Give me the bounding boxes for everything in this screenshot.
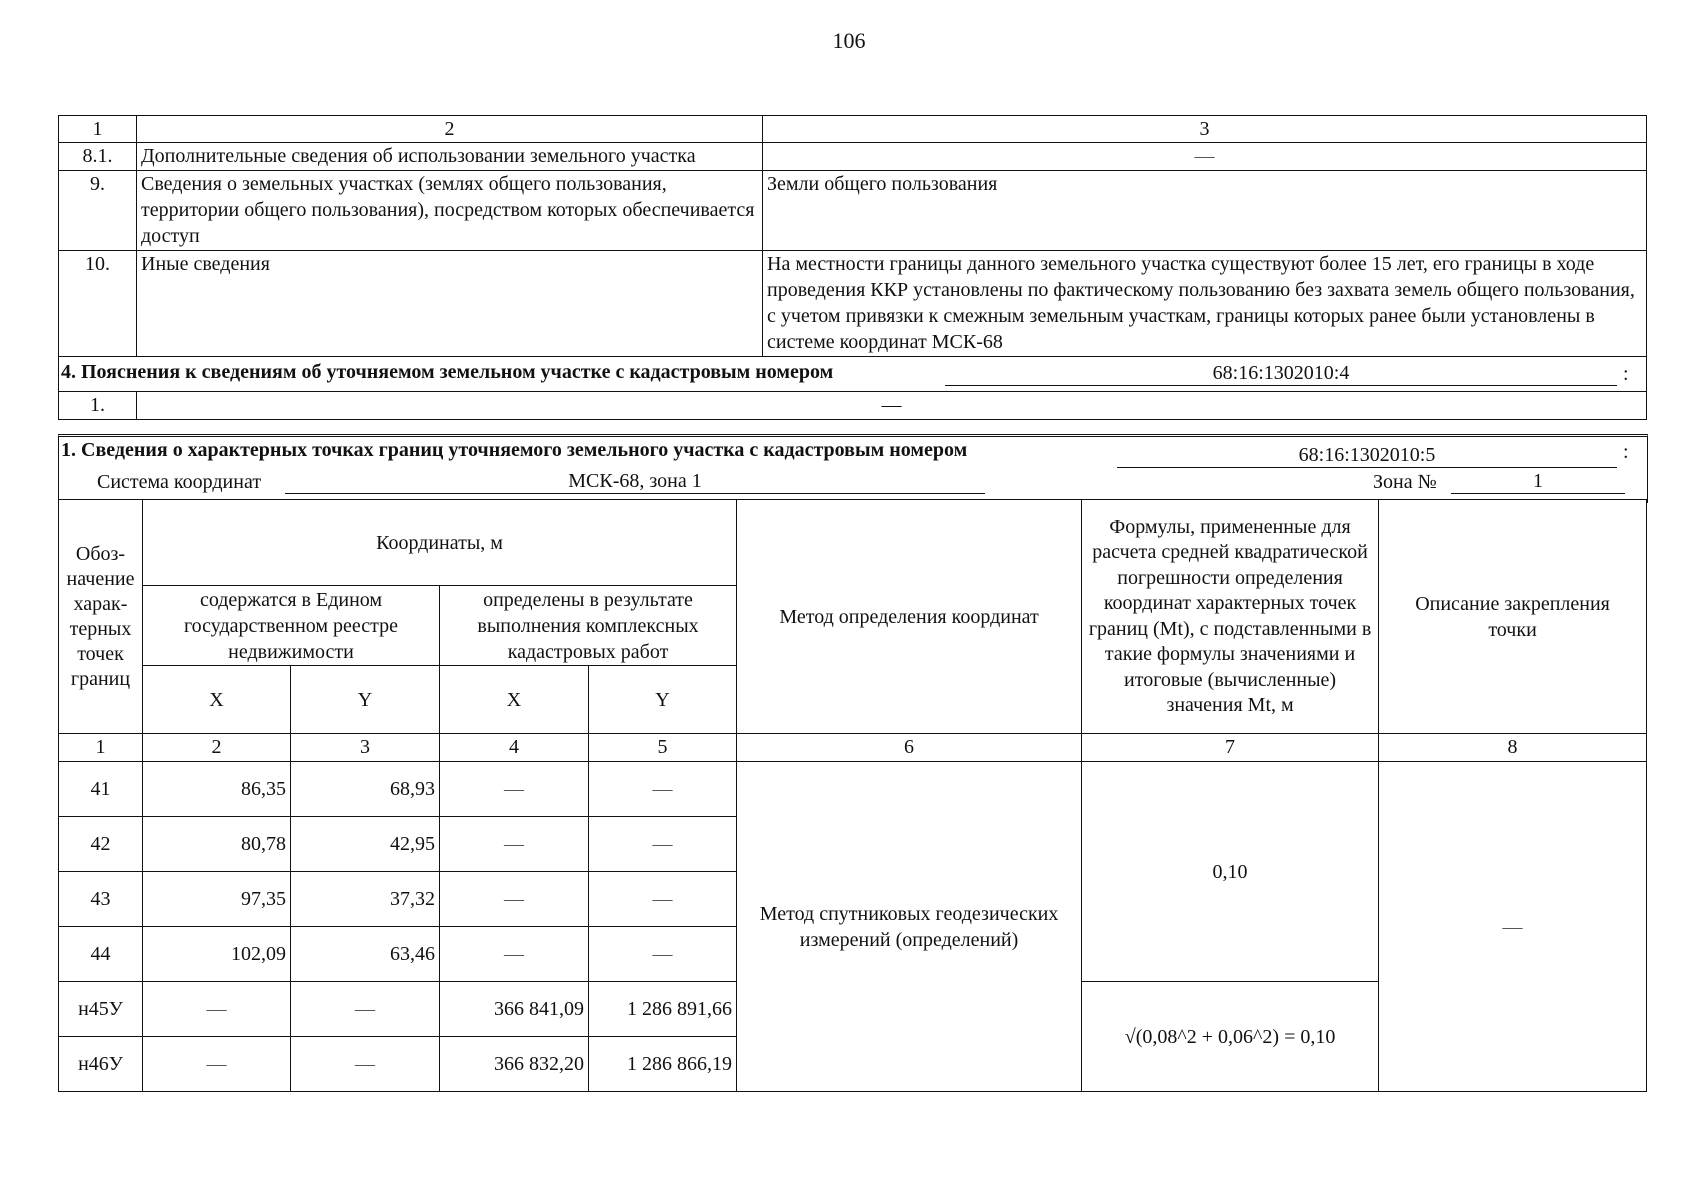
col-number: 6 [737, 734, 1082, 762]
section1-colon: : [1623, 441, 1629, 463]
egrn-y: 63,46 [291, 927, 440, 982]
row-number: 8.1. [59, 143, 137, 171]
header-method: Метод определения координат [737, 500, 1082, 734]
header-point-designation: Обоз-начение харак-терных точек границ [59, 500, 143, 734]
table-row [59, 762, 1647, 817]
header-egrn: содержатся в Едином государственном реестре недвижимости [143, 586, 440, 666]
parcel-info-table [58, 115, 1647, 420]
kkr-y: — [589, 817, 737, 872]
section1-title: 1. Сведения о характерных точках границ уточняемого земельного участка с кадастровым номером [61, 439, 968, 461]
col-header: 1 [59, 116, 137, 143]
row-number: 9. [59, 171, 137, 251]
section1-cadastral-number: 68:16:1302010:5 [1117, 443, 1617, 468]
kkr-y: — [589, 762, 737, 817]
header-coordinates: Координаты, м [143, 500, 737, 586]
section4-cadastral-number: 68:16:1302010:4 [945, 361, 1617, 386]
coord-system-label: Система координат [97, 471, 262, 493]
point-id: 43 [59, 872, 143, 927]
kkr-x: — [440, 872, 589, 927]
col-header: 3 [763, 116, 1647, 143]
egrn-y: — [291, 982, 440, 1037]
header-description: Описание закрепления точки [1379, 500, 1647, 734]
row-label: Иные сведения [137, 251, 763, 357]
kkr-y: — [589, 927, 737, 982]
kkr-y: — [589, 872, 737, 927]
egrn-y: 42,95 [291, 817, 440, 872]
table-row [59, 143, 1647, 171]
row-number: 10. [59, 251, 137, 357]
kkr-x: 366 841,09 [440, 982, 589, 1037]
section4-row [59, 357, 1647, 392]
boundary-points-table [58, 499, 1647, 1092]
col-number: 1 [59, 734, 143, 762]
point-id: 42 [59, 817, 143, 872]
egrn-x: 97,35 [143, 872, 291, 927]
point-id: н45У [59, 982, 143, 1037]
mt-value: 0,10 [1082, 762, 1379, 982]
kkr-x: — [440, 927, 589, 982]
page-number: 106 [832, 28, 866, 53]
col-number: 4 [440, 734, 589, 762]
kkr-x: — [440, 762, 589, 817]
section4-title: 4. Пояснения к сведениям об уточняемом земельном участке с кадастровым номером [61, 361, 834, 383]
kkr-x: — [440, 817, 589, 872]
point-id: 41 [59, 762, 143, 817]
row-number: 1. [59, 392, 137, 420]
egrn-x: 102,09 [143, 927, 291, 982]
row-label: Дополнительные сведения об использовании земельного участка [137, 143, 763, 171]
table-row [59, 251, 1647, 357]
point-id: н46У [59, 1037, 143, 1092]
table-row [59, 171, 1647, 251]
point-id: 44 [59, 927, 143, 982]
row-value: — [137, 392, 1647, 420]
header-x: X [440, 666, 589, 734]
row-value: Земли общего пользования [763, 171, 1647, 251]
mt-formula: √(0,08^2 + 0,06^2) = 0,10 [1082, 982, 1379, 1092]
col-number: 7 [1082, 734, 1379, 762]
header-x: X [143, 666, 291, 734]
column-numbers-row [59, 734, 1647, 762]
header-y: Y [291, 666, 440, 734]
description-value: — [1379, 762, 1647, 1092]
method-value: Метод спутниковых геодезических измерений (определений) [737, 762, 1082, 1092]
egrn-x: 86,35 [143, 762, 291, 817]
egrn-y: 37,32 [291, 872, 440, 927]
col-number: 8 [1379, 734, 1647, 762]
col-number: 2 [143, 734, 291, 762]
kkr-y: 1 286 891,66 [589, 982, 737, 1037]
kkr-y: 1 286 866,19 [589, 1037, 737, 1092]
header-kkr: определены в результате выполнения комплексных кадастровых работ [440, 586, 737, 666]
egrn-x: — [143, 1037, 291, 1092]
egrn-x: 80,78 [143, 817, 291, 872]
section1-header [58, 434, 1648, 503]
zone-label: Зона № [1373, 471, 1437, 493]
col-number: 3 [291, 734, 440, 762]
row-value: На местности границы данного земельного участка существуют более 15 лет, его границы в ходе проведения ККР установлены по фактическому пользованию без захвата земель общего пользования, с учетом привязки к смежным земельным участкам, границы которых ранее были установлены в системе координат МСК-68 [763, 251, 1647, 357]
header-formula: Формулы, примененные для расчета средней квадратической погрешности определения координат характерных точек границ (Mt), с подставленными в такие формулы значениями и итоговые (вычисленные) значения Mt, м [1082, 500, 1379, 734]
egrn-x: — [143, 982, 291, 1037]
header-y: Y [589, 666, 737, 734]
row-value: — [763, 143, 1647, 171]
egrn-y: — [291, 1037, 440, 1092]
col-header: 2 [137, 116, 763, 143]
kkr-x: 366 832,20 [440, 1037, 589, 1092]
egrn-y: 68,93 [291, 762, 440, 817]
table-header-row [59, 116, 1647, 143]
coord-system-value: МСК-68, зона 1 [285, 469, 985, 494]
col-number: 5 [589, 734, 737, 762]
zone-value: 1 [1451, 469, 1625, 494]
section4-colon: : [1623, 363, 1629, 385]
row-label: Сведения о земельных участках (землях общего пользования, территории общего пользования), посредством которых обеспечивается доступ [137, 171, 763, 251]
table-row [59, 392, 1647, 420]
